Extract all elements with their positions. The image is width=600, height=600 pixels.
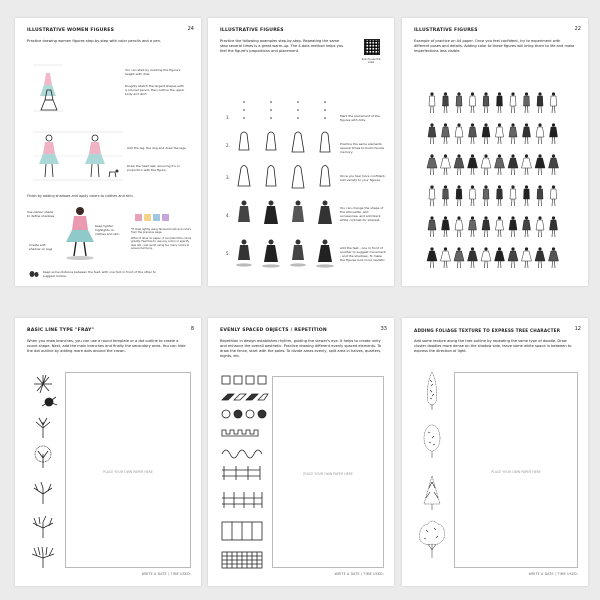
swatch-pink <box>135 214 142 221</box>
crowd-figure <box>496 216 504 237</box>
page-a4-practice-example <box>402 18 588 286</box>
figure-sketch-2 <box>33 88 63 118</box>
crowd-figure <box>483 185 489 206</box>
page-intro: Practice drawing women figures step-by-step with color pencils and a pen. <box>27 39 162 43</box>
crowd-figure <box>549 247 559 268</box>
page-illustrative-figures-steps <box>208 18 394 286</box>
crowd-figure <box>551 185 557 206</box>
crowd-figure <box>535 247 545 268</box>
crowd-figure <box>442 123 450 144</box>
crowd-figure <box>427 247 437 268</box>
crowd-figure <box>428 216 436 237</box>
page-title: BASIC LINE TYPE "FRAY" <box>27 328 95 333</box>
crowd-figure <box>536 123 544 144</box>
page-number: 8 <box>190 326 194 332</box>
note-add-feet: Add the feet - one in front of another to suggest movement - and the shadows. To make the figures look more realistic. <box>340 246 386 262</box>
page-foliage-texture <box>402 318 588 586</box>
crowd-figure <box>537 185 543 206</box>
page-women-figures <box>15 18 201 286</box>
swatch-purple <box>162 214 169 221</box>
crowd-figure <box>496 123 504 144</box>
page-title: ADDING FOLIAGE TEXTURE TO EXPRESS TREE CHARACTER <box>414 328 561 333</box>
crowd-figure <box>469 123 477 144</box>
swatch-yellow <box>144 214 151 221</box>
step-number-1: 1. <box>226 115 230 120</box>
note-highlights: Keep lighter highlights on clothes and skin <box>95 224 120 236</box>
paper-placeholder-label: PLACE YOUR OWN PAPER HERE <box>491 470 541 474</box>
crowd-figure <box>524 92 530 113</box>
crowd-figure <box>470 185 476 206</box>
crowd-figure <box>454 247 464 268</box>
date-time-field[interactable]: WRITE A DATE / TIME USED: <box>528 572 578 576</box>
page-title: ILLUSTRATIVE WOMEN FIGURES <box>27 28 115 33</box>
crowd-figure <box>497 92 503 113</box>
crowd-figure <box>454 154 464 175</box>
note-draw-head: Draw the head last, ensuring it's in proportion with the figure. <box>127 164 180 172</box>
page-repetition <box>208 318 394 586</box>
crowd-figure <box>551 92 557 113</box>
crowd-figure <box>456 92 462 113</box>
step-number-3: 3. <box>226 175 230 180</box>
crowd-figure <box>468 154 478 175</box>
crowd-figure <box>523 123 531 144</box>
crowd-figure <box>535 154 545 175</box>
crowd-figure <box>469 216 477 237</box>
crowd-figure <box>429 185 435 206</box>
note-soft-shadow: Create soft shadow on legs <box>29 243 53 251</box>
paper-placeholder-label: PLACE YOUR OWN PAPER HERE <box>303 472 353 476</box>
figure-steps-grid <box>234 100 334 275</box>
crowd-figure <box>427 154 437 175</box>
paper-placeholder-label: PLACE YOUR OWN PAPER HERE <box>103 470 153 474</box>
crowd-figure <box>456 185 462 206</box>
crowd-figure <box>508 247 518 268</box>
crowd-figure <box>524 185 530 206</box>
crowd-figure <box>441 247 451 268</box>
crowd-figure <box>522 247 532 268</box>
step-number-2: 2. <box>226 143 230 148</box>
qr-caption: Scan to see the video <box>361 58 381 64</box>
color-swatches <box>135 214 169 221</box>
crowd-figure <box>455 123 463 144</box>
note-brush: *If drew lightly using favored brush and colors from the previous page. <box>131 228 191 235</box>
note-blend: When it dries on paper, it can blend the colors greatly. Feel free to use any colors or specify less dot - just avoid using too many colors to ensure harmony. <box>131 237 192 251</box>
note-mark-placement: Mark the placement of the figures with dots. <box>340 114 380 122</box>
step-number-4: 4. <box>226 213 230 218</box>
crowd-figure <box>468 247 478 268</box>
crowd-figure <box>509 123 517 144</box>
figure-sketch-3 <box>33 130 123 182</box>
page-intro: Repetition in design establishes rhythm, guiding the viewer's eye. It helps to create unity and enhance the overall aesthetic. Practice drawing different evenly spaced elements. To draw the fence, start with the poles. To divide areas evenly, split area in halves, quarters, eights, etc. <box>220 339 382 358</box>
tree-texture-examples <box>416 368 448 568</box>
note-darker-shade: Use darker shade to define shadows <box>27 210 55 218</box>
crowd-figure <box>443 185 449 206</box>
page-number: 33 <box>380 326 387 332</box>
note-add-variety: Once you feel more confident, add variety to your figures. <box>340 174 386 182</box>
note-rough-sketch: Roughly sketch the largest shapes with a colored pencil, then outline the upper body and skirt. <box>125 84 185 96</box>
note-add-leg: Add the leg, the dog and draw the legs. <box>127 146 187 150</box>
page-number: 12 <box>574 326 581 332</box>
crowd-figure <box>495 247 505 268</box>
crowd-figure <box>482 216 490 237</box>
crowd-figure <box>442 216 450 237</box>
feet-icon <box>29 270 39 278</box>
crowd-figure <box>481 154 491 175</box>
note-change-shape: You can change the shape of the silhouette, add accessories, and add black white contrast for interest. <box>340 206 384 222</box>
crowd-figure <box>483 92 489 113</box>
date-time-field[interactable]: WRITE A DATE / TIME USED: <box>334 572 384 576</box>
step-number-5: 5. <box>226 251 230 256</box>
note-finish: Finish by adding shadows and apply colors to clothes and skin. <box>27 194 134 198</box>
crowd-figure <box>508 154 518 175</box>
repetition-patterns <box>220 374 268 574</box>
crowd-figure <box>536 216 544 237</box>
crowd-figure <box>510 92 516 113</box>
qr-code-icon[interactable] <box>364 39 380 55</box>
page-fray-line <box>15 318 201 586</box>
note-mark-height: You can start by marking the figure's height with dots. <box>125 68 181 76</box>
page-number: 24 <box>187 26 194 32</box>
crowd-figure <box>429 92 435 113</box>
page-title: ILLUSTRATIVE FIGURES <box>220 28 284 33</box>
crowd-figure <box>550 123 558 144</box>
crowd-figure <box>443 92 449 113</box>
crowd-figure <box>482 123 490 144</box>
page-intro: Example of practice on A4 paper. Once you feel confident, try to experiment with different poses and details. Adding color to these figures will bring them to life and make imperfections less visible. <box>414 39 575 53</box>
crowd-figure <box>470 92 476 113</box>
page-number: 22 <box>574 26 581 32</box>
crowd-figure <box>455 216 463 237</box>
paper-placeholder[interactable] <box>65 372 191 568</box>
crowd-figure <box>481 247 491 268</box>
note-practice-elements: Practice the same elements several times to build muscle memory. <box>340 142 385 154</box>
crowd-figure <box>509 216 517 237</box>
paper-placeholder[interactable] <box>272 376 384 568</box>
page-intro: When you draw branches, you can use a round template or a dot outline to create a round shape. Next, add the main branches and finally the secondary ones. You can hide the dot outline by adding more dots around the crown. <box>27 339 186 353</box>
page-title: EVENLY SPACED OBJECTS / REPETITION <box>220 328 327 333</box>
crowd-figure <box>428 123 436 144</box>
page-intro: Add some texture along the tree outline by repeating the same type of doodle. Draw cluster doodles more dense on the shadow side, leave some white space in between to express the direction of light. <box>414 339 572 353</box>
swatch-blue <box>153 214 160 221</box>
paper-placeholder[interactable] <box>454 372 578 568</box>
crowd-figure <box>510 185 516 206</box>
figure-crowd-grid <box>426 88 566 278</box>
crowd-figure <box>497 185 503 206</box>
crowd-figure <box>495 154 505 175</box>
page-title: ILLUSTRATIVE FIGURES <box>414 28 478 33</box>
crowd-figure <box>523 216 531 237</box>
crowd-figure <box>441 154 451 175</box>
crowd-figure <box>549 154 559 175</box>
tree-branch-examples <box>25 370 65 570</box>
crowd-figure <box>550 216 558 237</box>
crowd-figure <box>537 92 543 113</box>
date-time-field[interactable]: WRITE A DATE / TIME USED: <box>141 572 191 576</box>
page-intro: Practice the following examples step-by-step. Repeating the same step several times is a great warm-up. The 4-dots method helps you feel the figure's proportions and placement. <box>220 39 344 53</box>
note-feet-distance: Keep some distance between the feet, with one foot in front of the other to suggest motion. <box>43 270 156 278</box>
crowd-figure <box>522 154 532 175</box>
